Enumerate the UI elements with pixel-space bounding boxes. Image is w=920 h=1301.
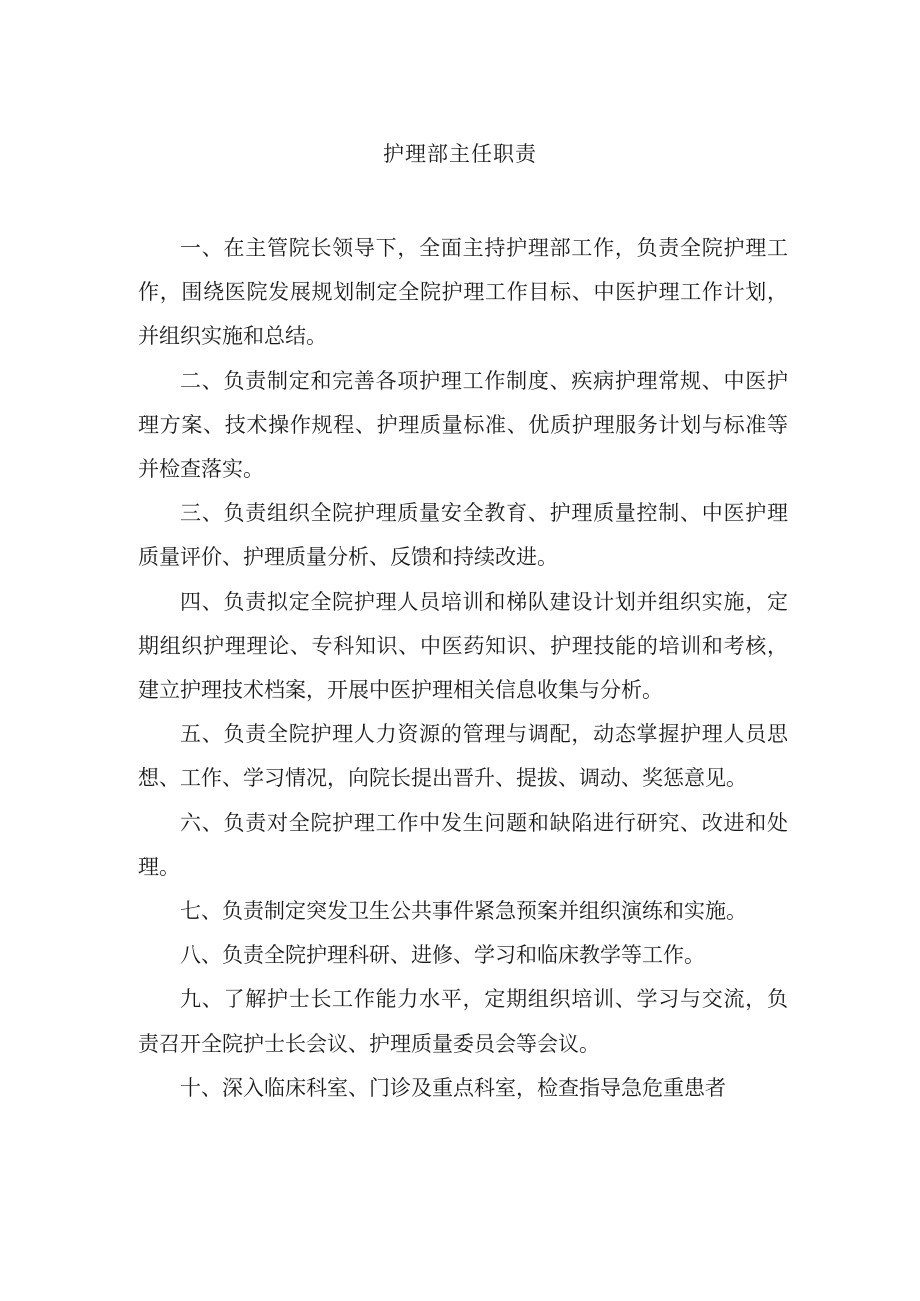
paragraph-10: 十、深入临床科室、门诊及重点科室，检查指导急危重患者: [180, 1075, 726, 1100]
paragraph-2: 二、负责制定和完善各项护理工作制度、疾病护理常规、中医护理方案、技术操作规程、护理质量标准、优质护理服务计划与标准等并检查落实。: [138, 368, 788, 482]
paragraph-6: 六、负责对全院护理工作中发生问题和缺陷进行研究、改进和处理。: [138, 810, 788, 879]
document-body: [138, 226, 788, 1110]
paragraph-7: 七、负责制定突发卫生公共事件紧急预案并组织演练和实施。: [180, 899, 747, 924]
paragraph-1: 一、在主管院长领导下，全面主持护理部工作，负责全院护理工作，围绕医院发展规划制定全院护理工作目标、中医护理工作计划，并组织实施和总结。: [138, 236, 788, 349]
document-title: 护理部主任职责: [383, 142, 537, 166]
paragraph-4: 四、负责拟定全院护理人员培训和梯队建设计划并组织实施，定期组织护理理论、专科知识、中医药知识、护理技能的培训和考核，建立护理技术档案，开展中医护理相关信息收集与分析。: [138, 589, 788, 703]
paragraph-5: 五、负责全院护理人力资源的管理与调配，动态掌握护理人员思想、工作、学习情况，向院长提出晋升、提拔、调动、奖惩意见。: [138, 722, 788, 791]
paragraph-3: 三、负责组织全院护理质量安全教育、护理质量控制、中医护理质量评价、护理质量分析、反馈和持续改进。: [138, 501, 788, 570]
paragraph-9: 九、了解护士长工作能力水平，定期组织培训、学习与交流，负责召开全院护士长会议、护理质量委员会等会议。: [138, 987, 788, 1056]
paragraph-8: 八、负责全院护理科研、进修、学习和临床教学等工作。: [180, 943, 705, 968]
